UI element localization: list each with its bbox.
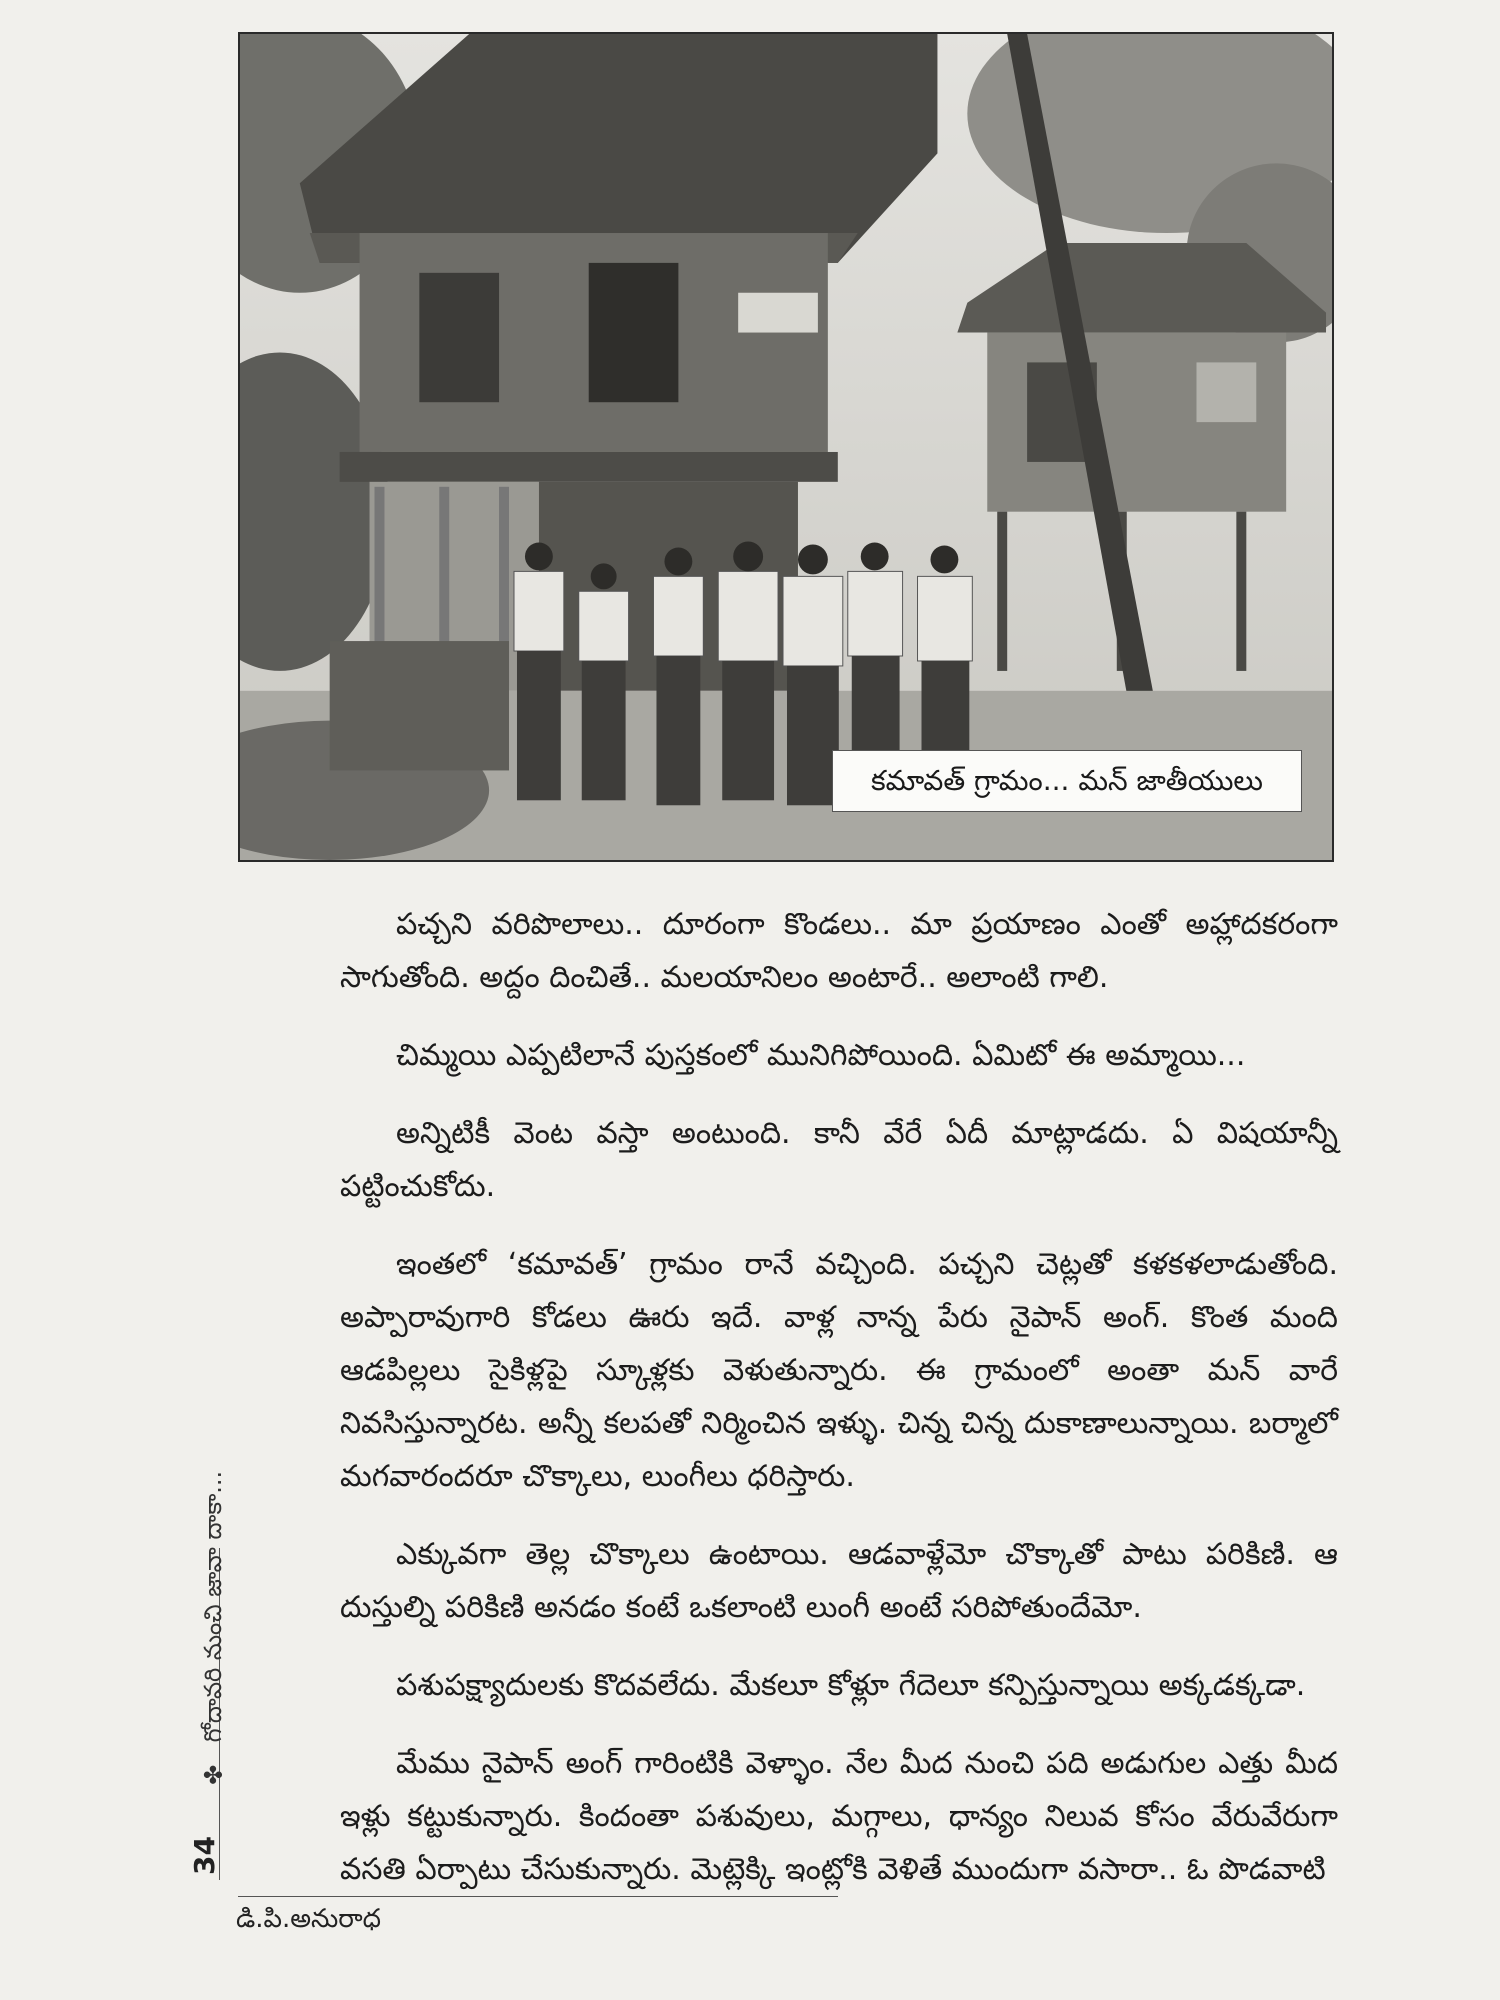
paragraph: [340, 898, 1338, 1004]
star-icon: ✤: [199, 1752, 227, 1788]
paragraph: [340, 1107, 1338, 1213]
photo-illustration: [240, 34, 1332, 860]
paragraph: [340, 1659, 1338, 1712]
author-rule: [238, 1896, 838, 1897]
village-photo: [238, 32, 1334, 862]
page-number: 34: [188, 1836, 221, 1876]
paragraph-text: పచ్చని వరిపొలాలు.. దూరంగా కొండలు.. మా ప్రయాణం ఎంతో అహ్లాదకరంగా సాగుతోంది. అద్దం దించితే.. మలయానిలం అంటారే.. అలాంటి గాలి.: [340, 907, 1338, 995]
paragraph-text: చిమ్మయి ఎప్పటిలానే పుస్తకంలో మునిగిపోయింది. ఏమిటో ఈ అమ్మాయి...: [396, 1038, 1246, 1073]
paragraph: [340, 1528, 1338, 1634]
paragraph: [340, 1238, 1338, 1503]
paragraph-text: ఎక్కువగా తెల్ల చొక్కాలు ఉంటాయి. ఆడవాళ్లేమో చొక్కాతో పాటు పరికిణి. ఆ దుస్తుల్ని పరికిణి అనడం కంటే ఒకలాంటి లుంగీ అంటే సరిపోతుందేమో.: [340, 1537, 1338, 1625]
article-body: [340, 898, 1338, 1921]
photo-caption: కమావత్ గ్రామం... మన్ జాతీయులు: [832, 750, 1302, 812]
running-title: [196, 1470, 232, 1788]
author-name: డి.పి.అనురాధ: [236, 1904, 382, 1934]
running-title-text: గోదావరి నుంచి జావా దాకా...: [199, 1470, 227, 1743]
paragraph: [340, 1737, 1338, 1896]
paragraph-text: ఇంతలో ‘కమావత్’ గ్రామం రానే వచ్చింది. పచ్చని చెట్లతో కళకళలాడుతోంది. అప్పారావుగారి కోడలు ఊరు ఇదే. వాళ్ల నాన్న పేరు నైపాన్ అంగ్. కొంత మంది ఆడపిల్లలు సైకిళ్లపై స్కూళ్లకు వెళుతున్నారు. ఈ గ్రామంలో అంతా మన్ వారే నివసిస్తున్నారట. అన్నీ కలపతో నిర్మించిన ఇళ్ళు. చిన్న చిన్న దుకాణాలున్నాయి. బర్మాలో మగవారందరూ చొక్కాలు, లుంగీలు ధరిస్తారు.: [340, 1247, 1338, 1494]
paragraph: [340, 1029, 1338, 1082]
paragraph-text: పశుపక్ష్యాదులకు కొదవలేదు. మేకలూ కోళ్లూ గేదెలూ కన్పిస్తున్నాయి అక్కడక్కడా.: [396, 1668, 1306, 1703]
paragraph-text: అన్నిటికీ వెంట వస్తా అంటుంది. కానీ వేరే ఏదీ మాట్లాడదు. ఏ విషయాన్నీ పట్టించుకోదు.: [340, 1116, 1338, 1204]
paragraph-text: మేము నైపాన్ అంగ్ గారింటికి వెళ్ళాం. నేల మీద నుంచి పది అడుగుల ఎత్తు మీద ఇళ్లు కట్టుకున్నారు. కిందంతా పశువులు, మగ్గాలు, ధాన్యం నిలువ కోసం వేరువేరుగా వసతి ఏర్పాటు చేసుకున్నారు. మెట్లెక్కి ఇంట్లోకి వెళితే ముందుగా వసారా.. ఓ పొడవాటి: [340, 1746, 1338, 1887]
